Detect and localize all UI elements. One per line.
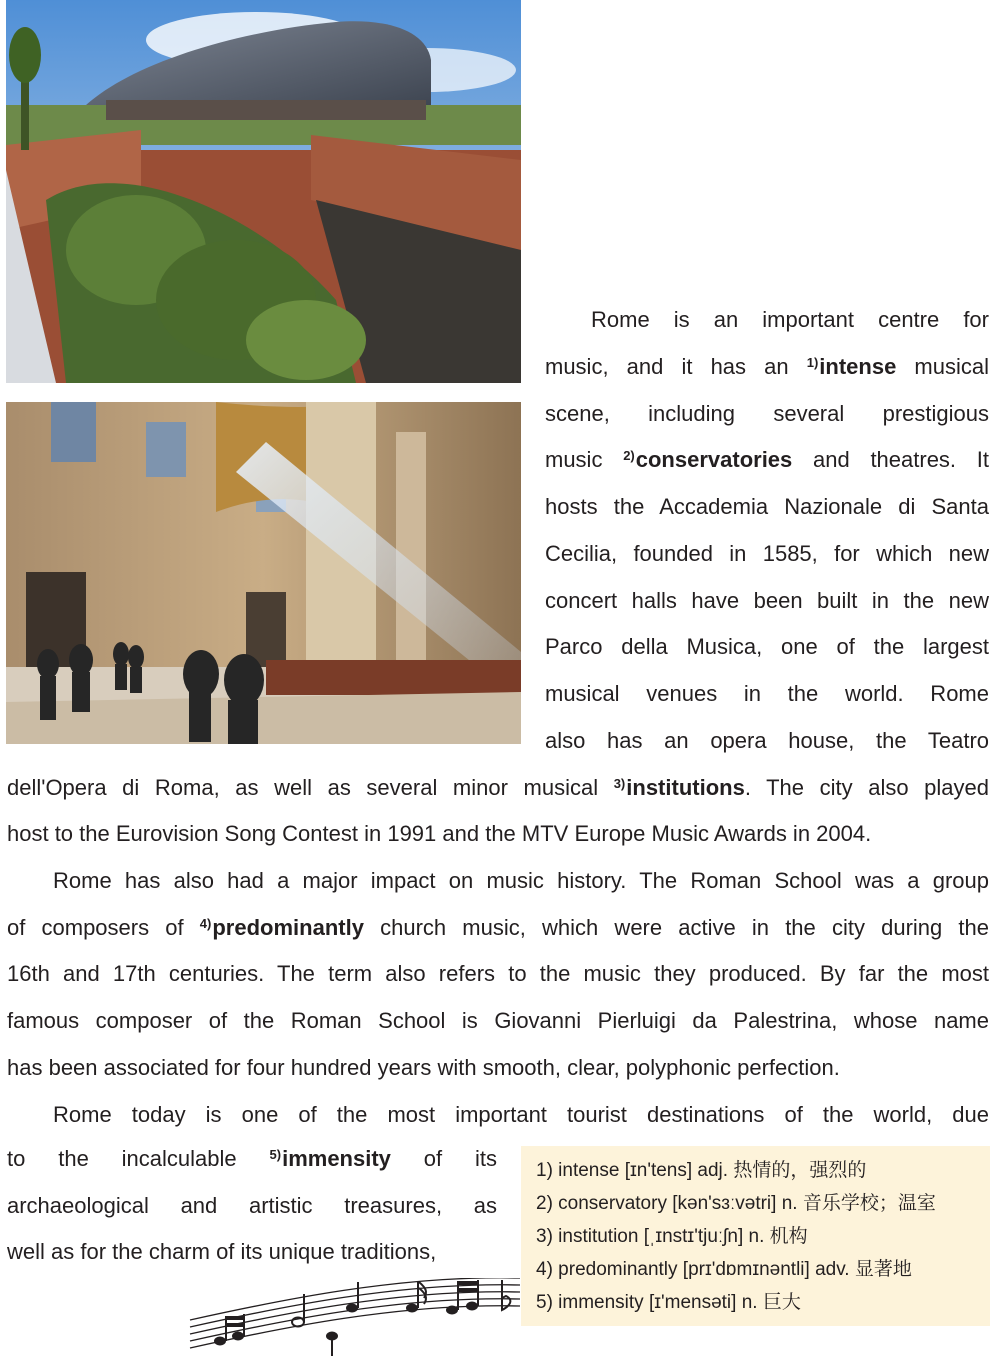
article-line: scene, including several prestigious bbox=[545, 401, 989, 426]
article-line: has been associated for four hundred years with smooth, clear, polyphonic perfection. bbox=[7, 1055, 840, 1080]
article-line: dell'Opera di Roma, as well as several minor musical $^{3)}$institutions. The city also played bbox=[7, 775, 989, 800]
music-staff-notes-icon bbox=[180, 1278, 525, 1358]
basilica-interior-photo bbox=[6, 402, 521, 744]
vocabulary-entry: 5) immensity [ɪ'mensəti] n. 巨大 bbox=[536, 1292, 801, 1313]
article-line: music, and it has an $^{1)}$intense musical bbox=[545, 354, 989, 379]
auditorium-photo bbox=[6, 0, 521, 383]
vocabulary-entry: 3) institution [ˌɪnstɪ'tjuːʃn] n. 机构 bbox=[536, 1226, 808, 1247]
article-line: 16th and 17th centuries. The term also refers to the music they produced. By far the most bbox=[7, 961, 989, 986]
article-line: music $^{2)}$conservatories and theatres. It bbox=[545, 447, 989, 472]
article-line: famous composer of the Roman School is Giovanni Pierluigi da Palestrina, whose name bbox=[7, 1008, 989, 1033]
article-line: also has an opera house, the Teatro bbox=[545, 728, 989, 753]
article-line: Parco della Musica, one of the largest bbox=[545, 634, 989, 659]
article-line: Rome today is one of the most important tourist destinations of the world, due bbox=[53, 1102, 989, 1127]
vocabulary-entry: 2) conservatory [kən'sɜːvətri] n. 音乐学校；温室 bbox=[536, 1193, 936, 1214]
vocabulary-entry: 4) predominantly [prɪ'dɒmɪnəntli] adv. 显著地 bbox=[536, 1259, 912, 1280]
vocabulary-box bbox=[521, 1146, 990, 1326]
article-line: to the incalculable $^{5)}$immensity of its bbox=[7, 1146, 497, 1171]
article-line: concert halls have been built in the new bbox=[545, 588, 989, 613]
article-line: archaeological and artistic treasures, as bbox=[7, 1193, 497, 1218]
article-line: host to the Eurovision Song Contest in 1991 and the MTV Europe Music Awards in 2004. bbox=[7, 821, 872, 846]
article-line: of composers of $^{4)}$predominantly church music, which were active in the city during the bbox=[7, 915, 990, 940]
vocabulary-entry: 1) intense [ɪn'tens] adj. 热情的，强烈的 bbox=[536, 1160, 867, 1181]
article-line: hosts the Accademia Nazionale di Santa bbox=[545, 494, 989, 519]
article-line: well as for the charm of its unique traditions, bbox=[7, 1239, 437, 1264]
article-line: musical venues in the world. Rome bbox=[545, 681, 989, 706]
vocab-term: institutions bbox=[626, 775, 745, 800]
vocab-term: intense bbox=[819, 354, 897, 379]
vocab-term: conservatories bbox=[635, 447, 793, 472]
article-line: Rome has also had a major impact on music history. The Roman School was a group bbox=[53, 868, 989, 893]
vocab-term: predominantly bbox=[212, 915, 364, 940]
vocab-term: immensity bbox=[282, 1146, 391, 1171]
article-line: Cecilia, founded in 1585, for which new bbox=[545, 541, 989, 566]
article-line: Rome is an important centre for bbox=[591, 307, 989, 332]
